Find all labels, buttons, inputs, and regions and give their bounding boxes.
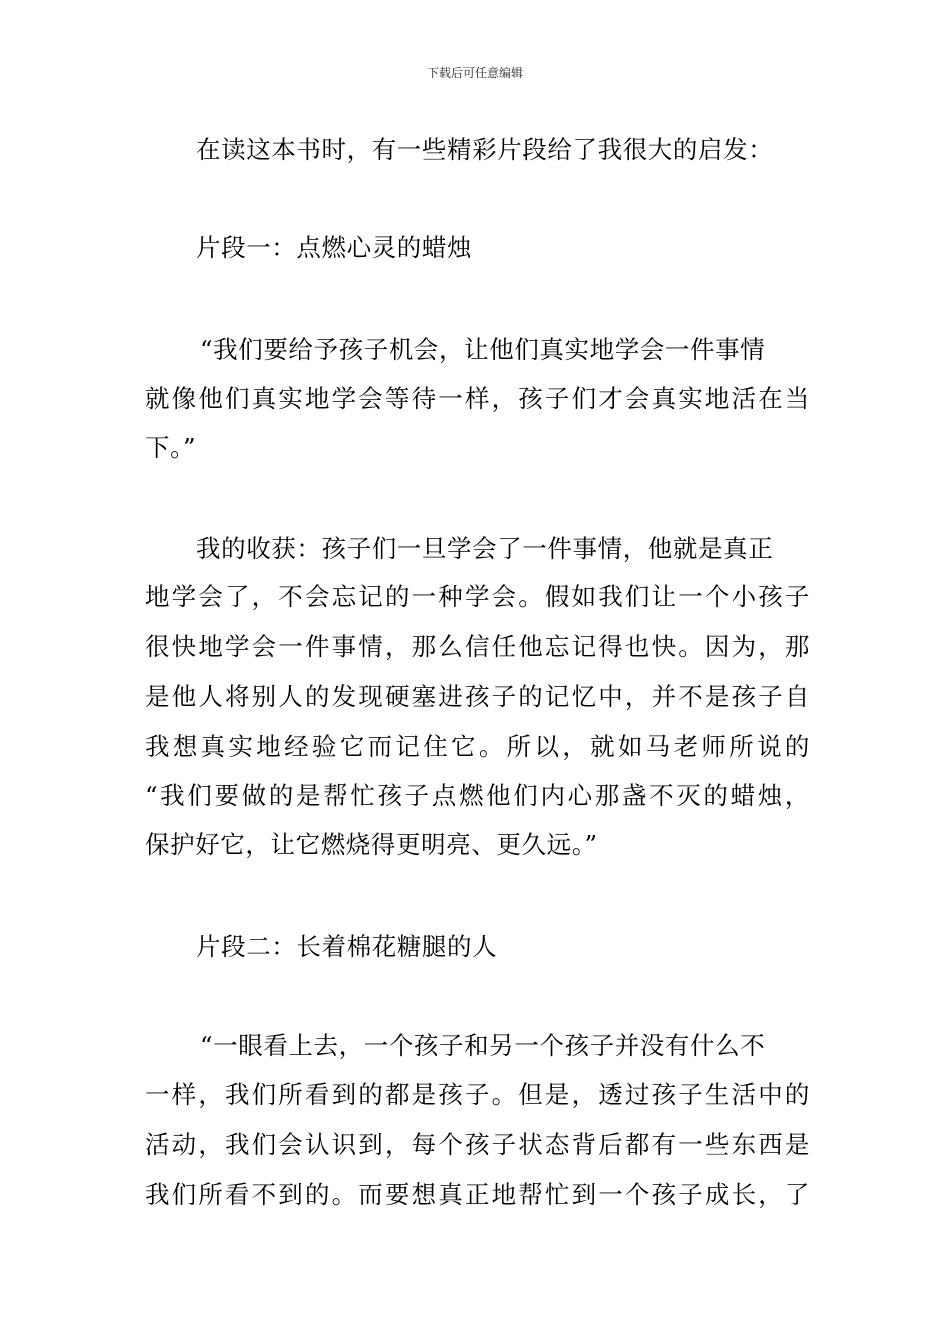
page-header: 下载后可任意编辑 (426, 66, 523, 80)
reflection-1-line-5: 我想真实地经验它而记住它。所以，就如马老师所说的 (145, 732, 810, 761)
quote-2-line-2: 一样，我们所看到的都是孩子。但是，透过孩子生活中的 (145, 1080, 810, 1109)
reflection-1-line-1: 我的收获：孩子们一旦学会了一件事情，他就是真正 (196, 534, 774, 563)
quote-2-line-3: 活动，我们会认识到，每个孩子状态背后都有一些东西是 (145, 1130, 810, 1159)
quote-2-line-1: “一眼看上去，一个孩子和另一个孩子并没有什么不 (200, 1031, 766, 1060)
reflection-1-line-7: 保护好它，让它燃烧得更明亮、更久远。” (145, 830, 598, 859)
quote-1-line-1: “我们要给予孩子机会，让他们真实地学会一件事情 (200, 335, 766, 364)
reflection-1-line-2: 地学会了，不会忘记的一种学会。假如我们让一个小孩子 (145, 582, 810, 611)
quote-1-line-2: 就像他们真实地学会等待一样，孩子们才会真实地活在当 (145, 384, 810, 413)
reflection-1-line-3: 很快地学会一件事情，那么信任他忘记得也快。因为，那 (145, 632, 810, 661)
quote-2-line-4: 我们所看不到的。而要想真正地帮忙到一个孩子成长，了 (145, 1180, 810, 1209)
intro-line: 在读这本书时，有一些精彩片段给了我很大的启发： (196, 135, 774, 164)
section-1-heading: 片段一：点燃心灵的蜡烛 (196, 233, 473, 262)
quote-1-line-3: 下。” (145, 433, 197, 462)
reflection-1-line-6: “我们要做的是帮忙孩子点燃他们内心那盏不灭的蜡烛， (145, 781, 810, 810)
section-2-heading: 片段二：长着棉花糖腿的人 (196, 932, 498, 961)
reflection-1-line-4: 是他人将别人的发现硬塞进孩子的记忆中，并不是孩子自 (145, 682, 810, 711)
